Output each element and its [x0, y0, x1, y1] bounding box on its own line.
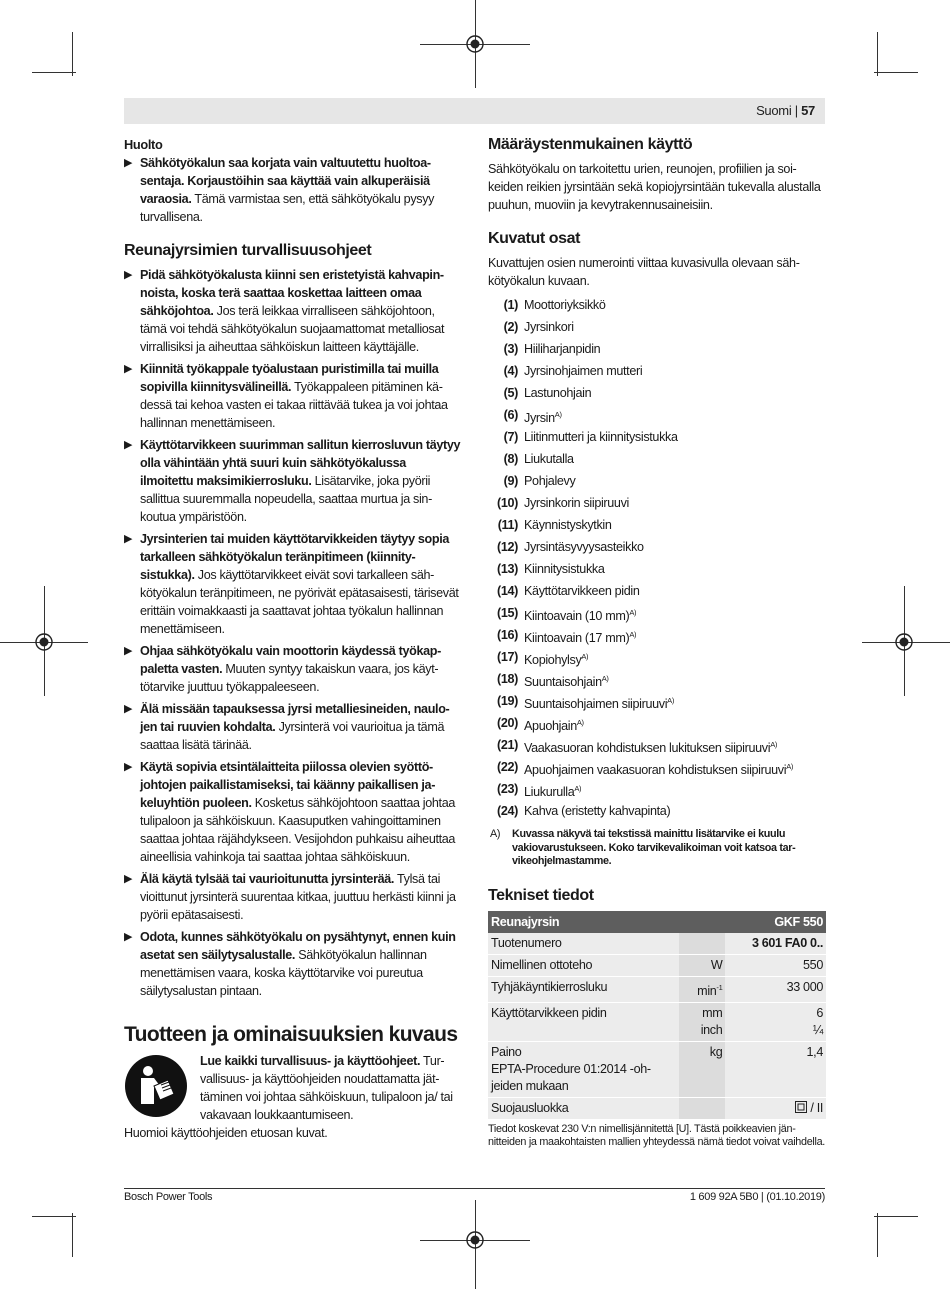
component-number: (17): [497, 650, 518, 664]
accessory-footnote: [488, 828, 826, 869]
language-label: Suomi: [756, 103, 792, 118]
component-item: [488, 470, 826, 492]
component-number: (15): [497, 606, 518, 620]
component-number: (19): [497, 694, 518, 708]
product-description-heading: Tuotteen ja ominaisuuksien kuvaus: [124, 1023, 458, 1046]
component-item: [488, 624, 826, 646]
component-label: Liitinmutteri ja kiinnitysistukka: [524, 430, 678, 444]
components-list: [488, 294, 826, 822]
bullet-arrow-icon: ▶: [124, 703, 133, 715]
component-footnote-ref: A): [576, 718, 584, 727]
page-header: [124, 98, 825, 124]
router-safety-list: [124, 266, 462, 1000]
table-header-row: [488, 911, 826, 933]
bullet-item: ▶ Älä käytä tylsää tai vaurioitunutta jyrsinterää. Tylsä tai vioittunut jyrsinterä suurentaa kitkaa, juuttuu herkästi kiinni ja pyörii epätasaisesti.: [124, 872, 456, 922]
component-item: [488, 646, 826, 668]
maintenance-heading: Huolto: [124, 137, 163, 152]
component-number: (3): [503, 342, 518, 356]
table-row: Nimellinen ottoteho W 550: [488, 954, 826, 976]
footer-doc-ref: 1 609 92A 5B0 | (01.10.2019): [689, 1191, 825, 1203]
left-column: [124, 136, 462, 1146]
component-item: [488, 492, 826, 514]
component-item: [488, 316, 826, 338]
component-number: (9): [503, 474, 518, 488]
component-footnote-ref: A): [554, 410, 562, 419]
bullet-arrow-icon: ▶: [124, 873, 133, 885]
component-number: (16): [497, 628, 518, 642]
component-item: [488, 580, 826, 602]
table-row: Tuotenumero 3 601 FA0 0..: [488, 933, 826, 955]
table-row: Tyhjäkäyntikierrosluku $\min^{-1}$ 33 000: [488, 976, 826, 1002]
component-number: (24): [497, 804, 518, 818]
bullet-item: ▶ Käytä sopivia etsintälaitteita piilossa olevien syöttöjohtojen paikallistamiseksi, tai käänny paikallisen jakeluyhtiön puoleen. Kosketus sähköjohtoon saattaa johtaa tulipaloon ja sähköiskuun. Kaasuputken vahingoittaminen saattaa johtaa räjähdykseen. Vesijohdon puhkaisu aiheuttaa aineellisia vahinkoja tai saattaa johtaa sähköiskuun.: [124, 760, 456, 864]
maintenance-list: [124, 154, 462, 226]
router-safety-heading: Reunajyrsimien turvallisuusohjeet: [124, 242, 372, 259]
right-column: [488, 136, 826, 1149]
component-label: Liukurulla: [524, 785, 575, 800]
component-number: (22): [497, 760, 518, 774]
bullet-arrow-icon: ▶: [124, 931, 133, 943]
bullet-arrow-icon: ▶: [124, 157, 133, 169]
component-label: Suuntaisohjain: [524, 675, 602, 690]
component-label: Jyrsintäsyvyysasteikko: [524, 540, 644, 554]
component-label: Kopiohylsy: [524, 653, 582, 668]
crop-mark: [32, 1216, 76, 1217]
crop-mark: [72, 32, 73, 76]
component-number: (5): [503, 386, 518, 400]
footer-divider: [124, 1188, 825, 1189]
component-label: Apuohjaimen vaakasuoran kohdistuksen siipiruuvi: [524, 763, 787, 778]
component-number: (12): [497, 540, 518, 554]
component-number: (4): [503, 364, 518, 378]
footnote-label: A): [490, 828, 501, 840]
table-header-label: Reunajyrsin: [488, 911, 725, 933]
component-label: Hiiliharjanpidin: [524, 342, 601, 356]
component-number: (11): [497, 518, 518, 532]
table-row: Paino EPTA-Procedure 01:2014 -ohjeiden mukaan kg 1,4: [488, 1041, 826, 1097]
component-item: [488, 800, 826, 822]
component-footnote-ref: A): [629, 608, 637, 617]
read-manual-icon: [124, 1054, 188, 1118]
page-number: 57: [801, 103, 815, 118]
component-label: Kahva (eristetty kahvapinta): [524, 804, 671, 818]
technical-data-heading: Tekniset tiedot: [488, 886, 594, 904]
table-row: Käyttötarvikkeen pidin mm inch 6 ¼: [488, 1002, 826, 1041]
component-item: [488, 426, 826, 448]
bullet-arrow-icon: ▶: [124, 269, 133, 281]
component-item: [488, 602, 826, 624]
header-separator: |: [794, 103, 798, 118]
bullet-item: ▶ Sähkötyökalun saa korjata vain valtuutettu huoltoasentaja. Korjaustöihin saa käyttää vain alkuperäisiä varaosia. Tämä varmistaa sen, että sähkötyökalu pysyy turvallisena.: [124, 156, 435, 224]
bullet-item: ▶ Odota, kunnes sähkötyökalu on pysähtynyt, ennen kuin asetat sen säilytysalustalle. Sähkötyökalun hallinnan menettämisen vaara, koska käyttötarvike voi pureutua säilytysalustan pintaan.: [124, 930, 456, 998]
component-item: [488, 558, 826, 580]
component-label: Vaakasuoran kohdistuksen lukituksen siipiruuvi: [524, 741, 771, 756]
component-item: [488, 690, 826, 712]
component-label: Lastunohjain: [524, 386, 592, 400]
component-number: (20): [497, 716, 518, 730]
component-label: Käynnistyskytkin: [524, 518, 612, 532]
component-footnote-ref: A): [770, 740, 777, 749]
crop-mark: [874, 72, 918, 73]
component-item: [488, 734, 826, 756]
footnote-text: Kuvassa näkyvä tai tekstissä mainittu lisätarvike ei kuulu vakiovarustukseen. Koko tarvikevalikoiman voit katsoa tarvikeohjelmastamme.: [512, 828, 796, 867]
bullet-item: ▶ Pidä sähkötyökalusta kiinni sen eristetyistä kahvapinnoista, koska terä saattaa koskettaa laitteen omaa sähköjohtoa. Jos terä leikkaa virralliseen sähköjohtoon, tämä voi tehdä sähkötyökalun suojaamattomat metalliosat virrallisiksi ja aiheuttaa sähköiskun laitteen käyttäjälle.: [124, 268, 445, 354]
component-label: Liukutalla: [524, 452, 574, 466]
registration-mark-icon: [464, 1229, 486, 1251]
bullet-arrow-icon: ▶: [124, 533, 133, 545]
registration-mark-icon: [464, 33, 486, 55]
component-item: [488, 536, 826, 558]
component-label: Kiinnitysistukka: [524, 562, 605, 576]
component-footnote-ref: A): [629, 630, 637, 639]
component-item: [488, 756, 826, 778]
manual-warning-text: Lue kaikki turvallisuus- ja käyttöohjeet. Turvallisuus- ja käyttöohjeiden noudattamatta jättäminen voi johtaa sähköiskuun, tulipaloon ja/ tai vakavaan loukkaantumiseen.: [200, 1054, 453, 1122]
component-number: (2): [503, 320, 518, 334]
component-item: [488, 778, 826, 800]
component-item: [488, 360, 826, 382]
component-label: Pohjalevy: [524, 474, 576, 488]
bullet-arrow-icon: ▶: [124, 645, 133, 657]
component-label: Apuohjain: [524, 719, 577, 734]
component-number: (7): [503, 430, 518, 444]
crop-mark: [874, 1216, 918, 1217]
component-label: Kiintoavain (10 mm): [524, 609, 630, 624]
bullet-item: ▶ Kiinnitä työkappale työalustaan puristimilla tai muilla sopivilla kiinnitysvälineillä. Työkappaleen pitäminen kädessä tai kehoa vasten ei takaa riittävää tukea ja voi johtaa hallinnan menettämiseen.: [124, 362, 448, 430]
component-number: (21): [497, 738, 518, 752]
crop-mark: [32, 72, 76, 73]
component-number: (13): [497, 562, 518, 576]
registration-mark-icon: [893, 631, 915, 653]
component-footnote-ref: A): [581, 652, 589, 661]
component-label: Käyttötarvikkeen pidin: [524, 584, 640, 598]
components-heading: Kuvatut osat: [488, 230, 581, 247]
component-label: Moottoriyksikkö: [524, 298, 606, 312]
component-item: [488, 404, 826, 426]
component-item: [488, 294, 826, 316]
component-number: (23): [497, 782, 518, 796]
crop-mark: [877, 32, 878, 76]
component-number: (8): [503, 452, 518, 466]
bullet-item: ▶ Älä missään tapauksessa jyrsi metalliesineiden, naulojen tai ruuvien kohdalta. Jyrsinterä voi vaurioitua ja tämä saattaa lisätä tärinää.: [124, 702, 450, 752]
bullet-arrow-icon: ▶: [124, 363, 133, 375]
manual-warning: [124, 1052, 462, 1124]
component-item: [488, 382, 826, 404]
bullet-arrow-icon: ▶: [124, 439, 133, 451]
crop-mark: [877, 1213, 878, 1257]
component-item: [488, 712, 826, 734]
component-footnote-ref: A): [574, 784, 582, 793]
bullet-arrow-icon: ▶: [124, 761, 133, 773]
fold-out-note: Huomioi käyttöohjeiden etuosan kuvat.: [124, 1126, 328, 1140]
component-item: [488, 338, 826, 360]
crop-mark: [72, 1213, 73, 1257]
component-item: [488, 514, 826, 536]
component-label: Jyrsinohjaimen mutteri: [524, 364, 643, 378]
component-number: (14): [497, 584, 518, 598]
double-insulation-icon: [795, 1101, 807, 1113]
component-footnote-ref: A): [667, 696, 674, 705]
table-header-model: GKF 550: [725, 911, 826, 933]
components-intro: Kuvattujen osien numerointi viittaa kuvasivulla olevaan sähkötyökalun kuvaan.: [488, 256, 800, 288]
bullet-item: ▶ Käyttötarvikkeen suurimman sallitun kierrosluvun täytyy olla vähintään yhtä suuri kuin sähkötyökalussa ilmoitettu maksimikierrosluku. Lisätarvike, joka pyörii sallittua suuremmalla nopeudella, saattaa murtua ja sinkoutua ympäristöön.: [124, 438, 461, 524]
component-item: [488, 448, 826, 470]
bullet-item: ▶ Jyrsinterien tai muiden käyttötarvikkeiden täytyy sopia tarkalleen sähkötyökalun teränpitimeen (kiinnitysistukka). Jos käyttötarvikkeet eivät sovi tarkalleen sähkötyökalun teränpitimeen, ne pyörivät epätasaisesti, tärisevät erittäin voimakkaasti ja saattavat johtaa työkalun hallinnan menettämiseen.: [124, 532, 459, 636]
technical-data-table: [488, 911, 826, 1120]
component-footnote-ref: A): [786, 762, 793, 771]
registration-mark-icon: [33, 631, 55, 653]
page-number-label: [756, 103, 815, 118]
footer-brand: Bosch Power Tools: [124, 1191, 213, 1203]
component-number: (6): [503, 408, 518, 422]
component-item: [488, 668, 826, 690]
component-label: Jyrsin: [524, 411, 555, 426]
intended-use-heading: Määräystenmukainen käyttö: [488, 136, 693, 153]
component-label: Jyrsinkori: [524, 320, 574, 334]
technical-data-note: Tiedot koskevat 230 V:n nimellisjännitettä [U]. Tästä poikkeavien jännitteiden ja maakohtaisten mallien yhteydessä nämä tiedot voivat vaihdella.: [488, 1122, 826, 1148]
bullet-item: ▶ Ohjaa sähkötyökalu vain moottorin käydessä työkappaletta vasten. Muuten syntyy takaiskun vaara, jos käyttötarvike juuttuu työkappaleeseen.: [124, 644, 442, 694]
component-footnote-ref: A): [601, 674, 609, 683]
intended-use-text: Sähkötyökalu on tarkoitettu urien, reunojen, profiilien ja soikeiden reikien jyrsintään sekä kopiojyrsintään tukevalla alustalla puuhun, muoviin ja kevytrakennusaineisiin.: [488, 162, 821, 212]
component-number: (1): [503, 298, 518, 312]
component-label: Kiintoavain (17 mm): [524, 631, 630, 646]
component-number: (18): [497, 672, 518, 686]
component-label: Jyrsinkorin siipiruuvi: [524, 496, 629, 510]
table-row: Suojausluokka / II: [488, 1097, 826, 1119]
component-number: (10): [497, 496, 518, 510]
component-label: Suuntaisohjaimen siipiruuvi: [524, 697, 668, 712]
